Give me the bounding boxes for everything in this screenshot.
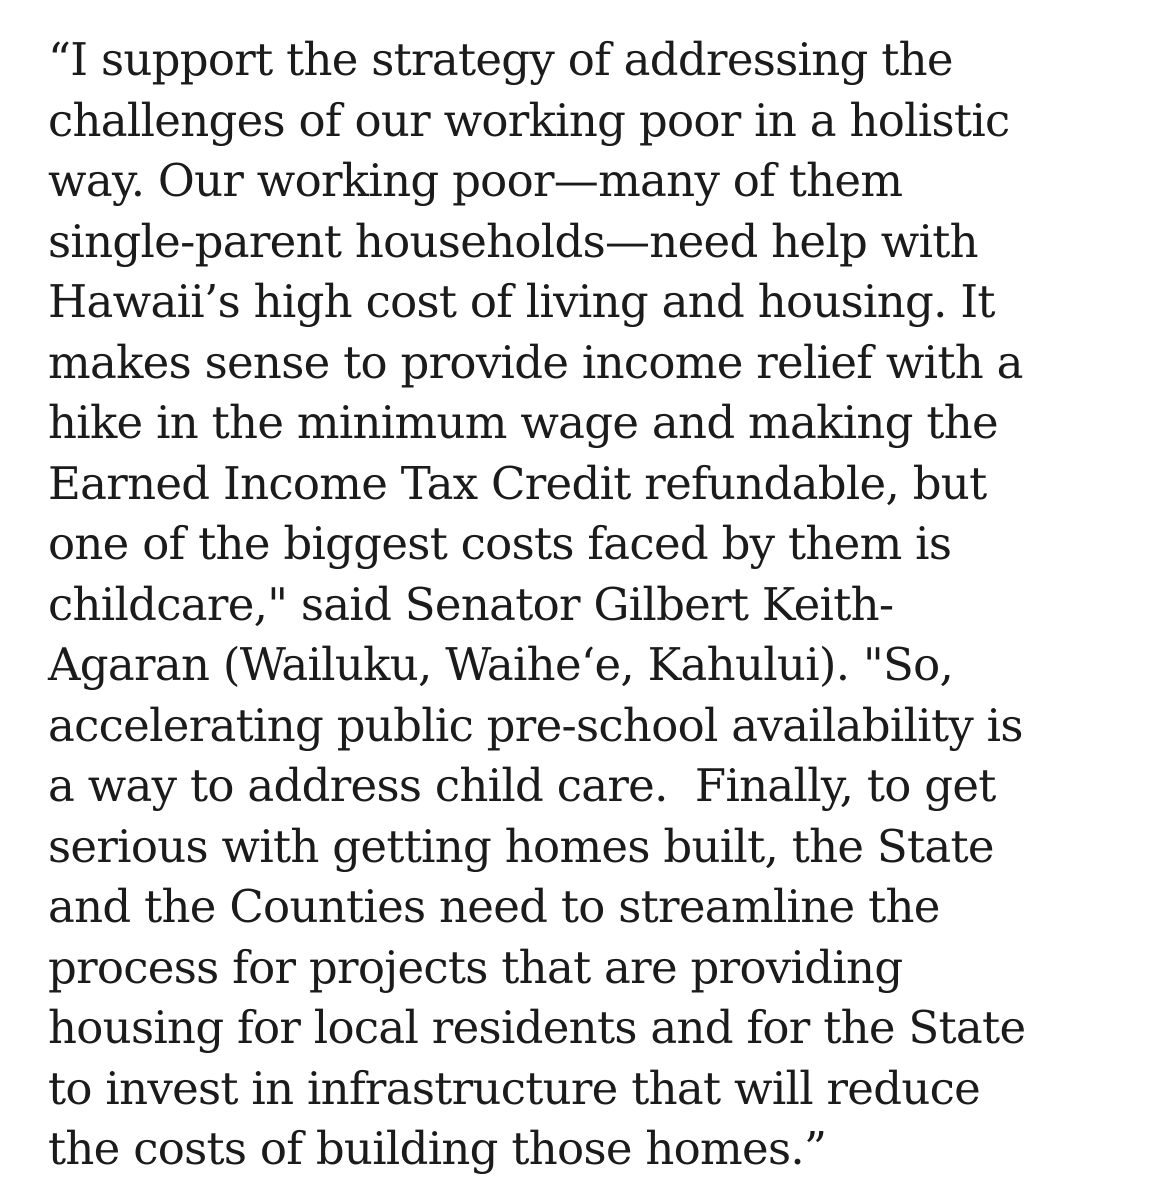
quote-line: single-parent households—need help with xyxy=(48,214,978,268)
quote-line: serious with getting homes built, the State xyxy=(48,819,994,873)
quote-paragraph xyxy=(48,30,1158,1180)
quote-line: hike in the minimum wage and making the xyxy=(48,396,998,449)
quote-line: to invest in infrastructure that will reduce xyxy=(48,1061,981,1115)
quote-line: a way to address child care. Finally, to get xyxy=(48,759,996,812)
quote-line: challenges of our working poor in a holistic xyxy=(48,93,1010,147)
quote-line: the costs of building those homes.” xyxy=(48,1122,827,1175)
quote-line: “I support the strategy of addressing the xyxy=(48,33,953,86)
quote-line: Hawaii’s high cost of living and housing. It xyxy=(48,275,995,328)
quote-line: accelerating public pre-school availability is xyxy=(48,698,1023,752)
quote-line: one of the biggest costs faced by them is xyxy=(48,517,952,570)
quote-line: housing for local residents and for the State xyxy=(48,1001,1026,1054)
quote-line: Agaran (Wailuku, Waihe‘e, Kahului). "So, xyxy=(48,638,954,691)
quote-line: and the Counties need to streamline the xyxy=(48,880,940,933)
quote-line: Earned Income Tax Credit refundable, but xyxy=(48,456,987,510)
quote-line: childcare," said Senator Gilbert Keith- xyxy=(48,577,894,631)
quote-line: way. Our working poor—many of them xyxy=(48,154,903,207)
quote-line: process for projects that are providing xyxy=(48,940,903,994)
quote-line: makes sense to provide income relief with a xyxy=(48,335,1023,389)
